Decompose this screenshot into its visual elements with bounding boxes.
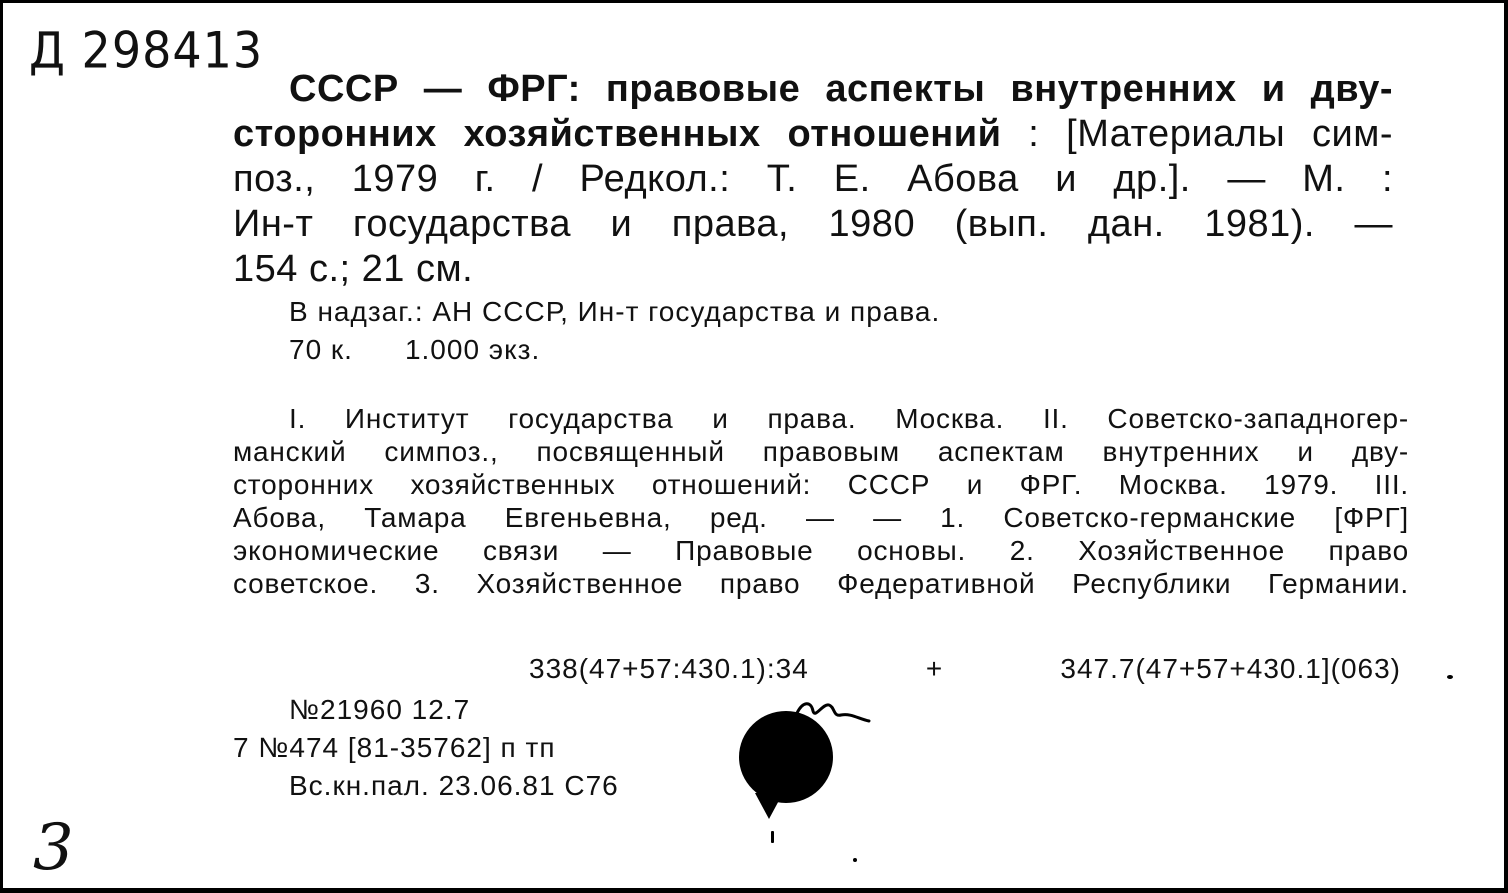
title-line-2-bold: сторонних хозяйственных отношений [233, 113, 1002, 155]
title-line-2 [233, 112, 1393, 157]
price: 70 к. [289, 334, 353, 365]
call-number: Д 298413 [29, 21, 264, 80]
tracings [233, 402, 1409, 600]
ink-speck [1447, 675, 1453, 679]
tracing-line-4: Абова, Тамара Евгеньевна, ред. — — 1. Советско-германские [ФРГ] [233, 502, 1409, 533]
entry-line-4: Ин-т государства и права, 1980 (вып. дан. 1981). — [233, 203, 1393, 245]
imprint [233, 691, 619, 805]
classification-index: 338(47+57:430.1):34 + 347.7(47+57+430.1](063) [529, 653, 1401, 684]
corner-mark: 3 [33, 811, 74, 885]
title-line-1: СССР — ФРГ: правовые аспекты внутренних и дву- [289, 68, 1393, 110]
entry-line-5: 154 с.; 21 см. [233, 248, 474, 290]
punch-hole-tear [755, 793, 783, 819]
tracing-line-6: советское. 3. Хозяйственное право Федеративной Республики Германии. [233, 568, 1409, 599]
tracing-line-5: экономические связи — Правовые основы. 2. Хозяйственное право [233, 535, 1409, 566]
ink-speck [771, 831, 774, 843]
imprint-order: 7 №474 [81-35762] п тп [233, 732, 556, 763]
ink-speck [853, 858, 857, 862]
tracing-line-2: манский симпоз., посвященный правовым аспектам внутренних и дву- [233, 436, 1409, 467]
copies: 1.000 экз. [404, 334, 541, 365]
tracing-line-3: сторонних хозяйственных отношений: СССР и ФРГ. Москва. 1979. III. [233, 469, 1409, 500]
pencil-mark-icon [793, 693, 873, 727]
title-line-2-rest: : [Материалы сим- [1028, 113, 1393, 155]
entry-line-3: поз., 1979 г. / Редкол.: Т. Е. Абова и др.]. — М. : [233, 158, 1393, 200]
main-entry [233, 67, 1393, 292]
header-note: В надзаг.: АН СССР, Ин-т государства и права. [289, 296, 941, 327]
price-row [289, 331, 940, 369]
notes [289, 293, 940, 369]
tracing-line-1: I. Институт государства и права. Москва. II. Советско-западногер- [289, 403, 1409, 434]
imprint-number: №21960 12.7 [289, 694, 471, 725]
imprint-chamber: Вс.кн.пал. 23.06.81 С76 [289, 770, 619, 801]
